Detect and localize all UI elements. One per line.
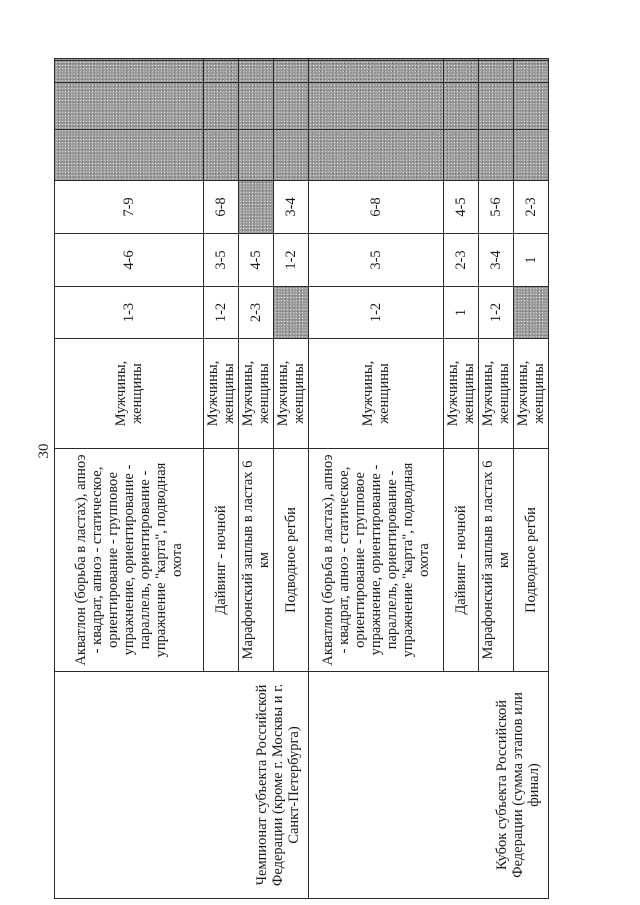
rank-cell: 6-8 bbox=[309, 181, 444, 234]
shaded-cell bbox=[309, 59, 444, 61]
rank-cell: 3-5 bbox=[204, 234, 239, 287]
rotated-table-frame bbox=[54, 59, 547, 899]
shaded-cell bbox=[479, 59, 514, 61]
discipline-cell: Марафонский заплыв в ластах 6 км bbox=[479, 449, 514, 672]
rank-cell: 5-6 bbox=[479, 181, 514, 234]
rank-cell: 2-3 bbox=[444, 234, 479, 287]
shaded-cell bbox=[479, 61, 514, 83]
shaded-cell bbox=[444, 59, 479, 61]
gender-cell: Мужчины, женщины bbox=[239, 339, 274, 449]
shaded-cell bbox=[309, 130, 444, 181]
discipline-cell: Дайвинг - ночной bbox=[204, 449, 239, 672]
gender-cell: Мужчины, женщины bbox=[444, 339, 479, 449]
shaded-cell bbox=[204, 130, 239, 181]
gender-cell: Мужчины, женщины bbox=[274, 339, 309, 449]
shaded-cell bbox=[514, 61, 549, 83]
rank-cell: 2-3 bbox=[239, 287, 274, 339]
rank-cell: 1-2 bbox=[309, 287, 444, 339]
rank-cell: 1 bbox=[514, 234, 549, 287]
shaded-cell bbox=[514, 59, 549, 61]
shaded-cell bbox=[274, 59, 309, 61]
shaded-cell bbox=[479, 83, 514, 130]
shaded-cell bbox=[204, 59, 239, 61]
shaded-cell bbox=[274, 83, 309, 130]
competition-cell: Чемпионат субъекта Российской Федерации (кроме г. Москвы и г. Санкт-Петербурга) bbox=[55, 672, 309, 899]
shaded-cell bbox=[239, 61, 274, 83]
shaded-cell bbox=[204, 61, 239, 83]
shaded-cell bbox=[204, 83, 239, 130]
table-row bbox=[55, 59, 204, 899]
rank-cell: 7-9 bbox=[55, 181, 204, 234]
page-number: 30 bbox=[35, 443, 52, 459]
rank-cell: 4-5 bbox=[239, 234, 274, 287]
shaded-cell bbox=[309, 83, 444, 130]
gender-cell: Мужчины, женщины bbox=[309, 339, 444, 449]
shaded-cell bbox=[239, 130, 274, 181]
rank-cell: 2-3 bbox=[514, 181, 549, 234]
gender-cell: Мужчины, женщины bbox=[514, 339, 549, 449]
discipline-cell: Акватлон (борьба в ластах), апноэ - квадрат, апноэ - статическое, ориентирование - групповое упражнение, ориентирование - параллель, ориентирование - упражнение "карта", подводная охота bbox=[309, 449, 444, 672]
rank-cell: 6-8 bbox=[204, 181, 239, 234]
shaded-cell bbox=[239, 181, 274, 234]
rank-cell: 1-2 bbox=[274, 234, 309, 287]
shaded-cell bbox=[444, 83, 479, 130]
shaded-cell bbox=[239, 59, 274, 61]
shaded-cell bbox=[444, 61, 479, 83]
shaded-cell bbox=[55, 130, 204, 181]
rank-cell: 3-5 bbox=[309, 234, 444, 287]
discipline-cell: Подводное регби bbox=[274, 449, 309, 672]
gender-cell: Мужчины, женщины bbox=[204, 339, 239, 449]
shaded-cell bbox=[309, 61, 444, 83]
gender-cell: Мужчины, женщины bbox=[479, 339, 514, 449]
rank-cell: 3-4 bbox=[479, 234, 514, 287]
discipline-cell: Подводное регби bbox=[514, 449, 549, 672]
table-row bbox=[309, 59, 444, 899]
shaded-cell bbox=[239, 83, 274, 130]
shaded-cell bbox=[274, 61, 309, 83]
shaded-cell bbox=[55, 61, 204, 83]
gender-cell: Мужчины, женщины bbox=[55, 339, 204, 449]
shaded-cell bbox=[55, 59, 204, 61]
discipline-cell: Дайвинг - ночной bbox=[444, 449, 479, 672]
shaded-cell bbox=[55, 83, 204, 130]
rank-cell: 1 bbox=[444, 287, 479, 339]
shaded-cell bbox=[479, 130, 514, 181]
events-table bbox=[54, 58, 549, 899]
shaded-cell bbox=[274, 130, 309, 181]
shaded-cell bbox=[444, 130, 479, 181]
discipline-cell: Акватлон (борьба в ластах), апноэ - квадрат, апноэ - статическое, ориентирование - групповое упражнение, ориентирование - параллель, ориентирование - упражнение "карта", подводная охота bbox=[55, 449, 204, 672]
rank-cell: 1-3 bbox=[55, 287, 204, 339]
rank-cell: 1-2 bbox=[479, 287, 514, 339]
rank-cell: 4-5 bbox=[444, 181, 479, 234]
rank-cell: 1-2 bbox=[204, 287, 239, 339]
shaded-cell bbox=[514, 130, 549, 181]
shaded-cell bbox=[274, 287, 309, 339]
rank-cell: 4-6 bbox=[55, 234, 204, 287]
shaded-cell bbox=[514, 287, 549, 339]
discipline-cell: Марафонский заплыв в ластах 6 км bbox=[239, 449, 274, 672]
competition-cell: Кубок субъекта Российской Федерации (сумма этапов или финал) bbox=[309, 672, 549, 899]
shaded-cell bbox=[514, 83, 549, 130]
rank-cell: 3-4 bbox=[274, 181, 309, 234]
